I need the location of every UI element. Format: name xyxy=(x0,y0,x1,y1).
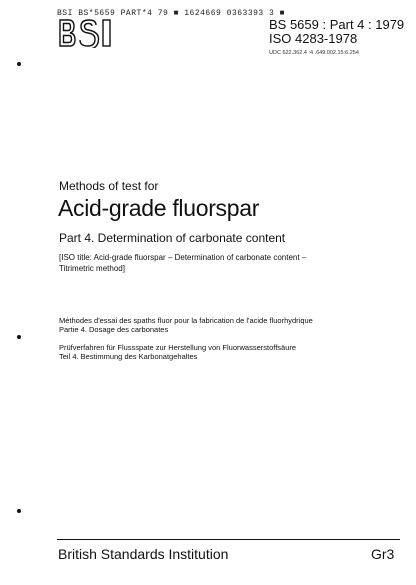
bs-number: BS 5659 : Part 4 : 1979 xyxy=(269,17,405,32)
french-title-line: Méthodes d'essai des spaths fluor pour la fabrication de l'acide fluorhydrique xyxy=(59,316,313,325)
scan-header-text: BSI BS*5659 PART*4 79 ■ 1624669 0363393 3 ■ xyxy=(57,9,285,18)
german-title-line: Teil 4. Bestimmung des Karbonatgehaltes xyxy=(59,352,198,361)
margin-dot xyxy=(17,335,21,339)
margin-dot xyxy=(17,509,21,513)
standard-number-block xyxy=(269,18,404,46)
french-title-line: Partie 4. Dosage des carbonates xyxy=(59,325,169,334)
iso-title-line: [ISO title: Acid-grade fluorspar – Determination of carbonate content – xyxy=(59,253,307,262)
iso-number: ISO 4283-1978 xyxy=(269,31,358,46)
bsi-logo xyxy=(57,18,117,48)
margin-dot xyxy=(17,62,21,66)
german-title-line: Prüfverfahren für Flussspate zur Herstellung von Fluorwasserstoffsäure xyxy=(59,343,297,352)
publisher-name: British Standards Institution xyxy=(58,546,229,562)
footer-rule xyxy=(57,539,400,540)
udc-code: UDC 622.362.4 :4 .649.002.15:6.254 xyxy=(269,50,359,56)
iso-title-line: Titrimetric method] xyxy=(59,264,125,273)
price-group: Gr3 xyxy=(371,546,395,562)
document-title: Acid-grade fluorspar xyxy=(58,195,260,221)
part-title: Part 4. Determination of carbonate content xyxy=(59,231,286,245)
series-title: Methods of test for xyxy=(59,179,159,193)
